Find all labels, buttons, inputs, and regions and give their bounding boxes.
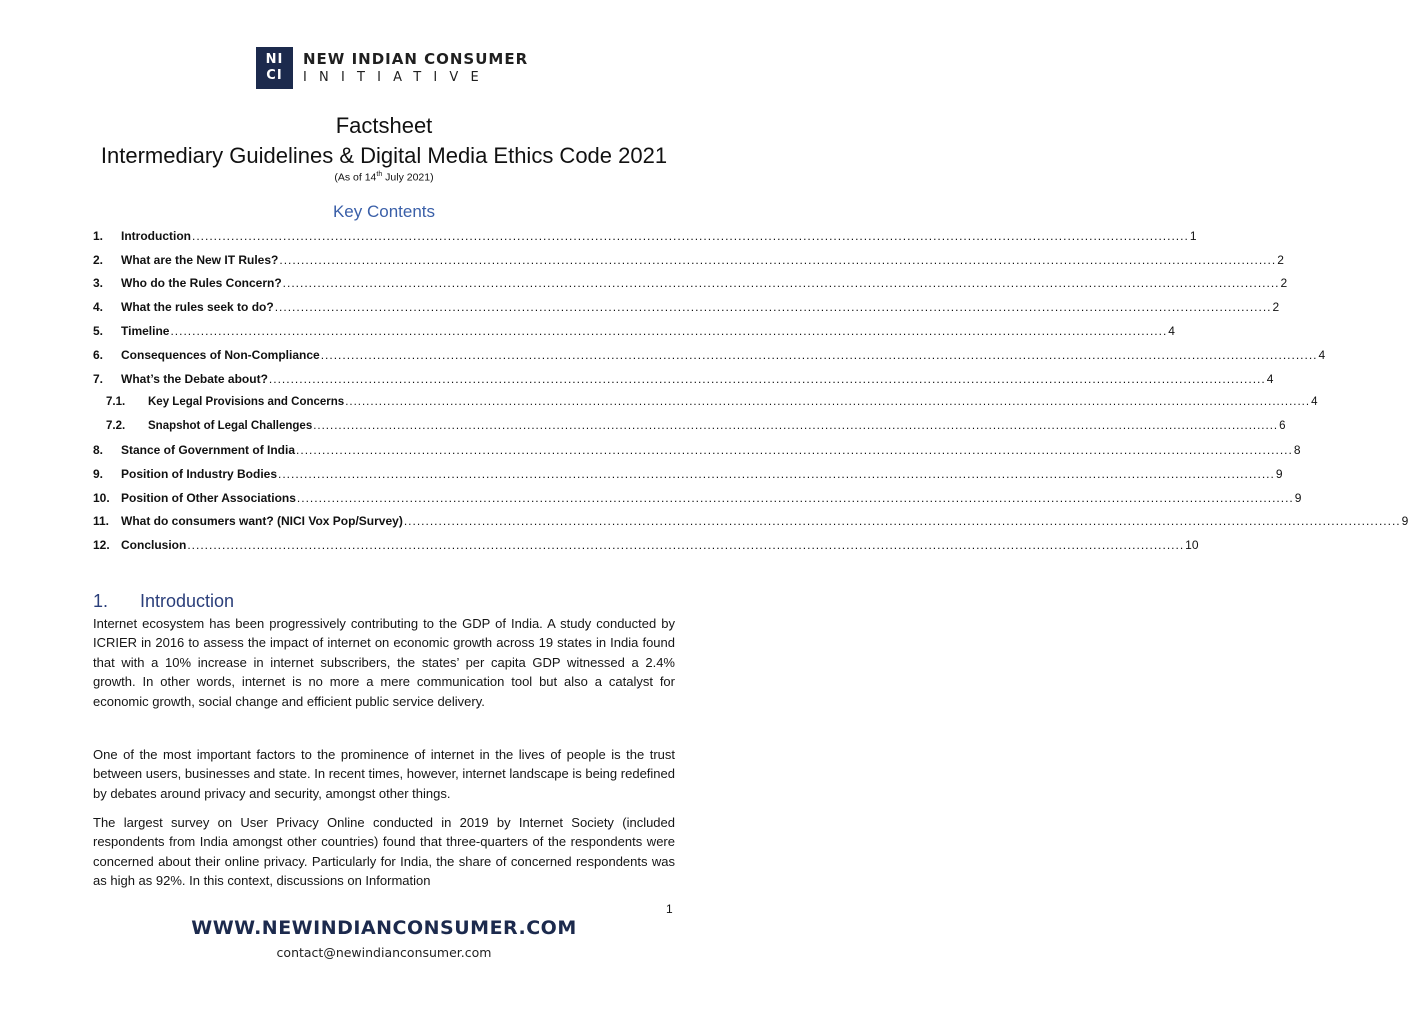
toc-leader: ...................................................................................................................................................................................................................................... [268, 371, 1266, 386]
toc-leader: ...................................................................................................................................................................................................................................... [296, 490, 1294, 505]
logo-mark [256, 47, 293, 89]
as-of-date [0, 171, 768, 184]
toc-item[interactable] [93, 367, 1274, 391]
toc-item-label: Position of Other Associations [121, 490, 296, 505]
toc-item[interactable] [93, 486, 1302, 510]
document-title: Factsheet [335, 113, 433, 138]
toc-item-label: Snapshot of Legal Challenges [148, 420, 313, 433]
toc-item-page: 6 [1279, 420, 1286, 433]
toc-item-number: 5. [93, 324, 104, 339]
page-number: 1 [666, 902, 673, 916]
toc-leader: ...................................................................................................................................................................................................................................... [282, 276, 1280, 291]
toc-item-number: 7. [93, 371, 104, 386]
toc-item-page: 10 [1185, 538, 1199, 553]
toc-item-label: Stance of Government of India [121, 443, 296, 458]
toc-leader: ...................................................................................................................................................................................................................................... [313, 420, 1279, 433]
toc-item-number: 2. [93, 252, 104, 267]
toc-item[interactable] [93, 272, 1288, 296]
toc-item-page: 2 [1277, 252, 1284, 267]
toc-item[interactable] [93, 414, 1286, 438]
toc-item-page: 1 [1189, 228, 1197, 243]
toc-leader: ...................................................................................................................................................................................................................................... [274, 300, 1272, 315]
toc-heading: Key Contents [332, 202, 436, 221]
toc-item[interactable] [93, 462, 1283, 486]
toc-item-label: What do consumers want? (NICI Vox Pop/Survey) [121, 514, 403, 529]
toc-item-page: 2 [1280, 276, 1288, 291]
footer-website-link[interactable]: WWW.NEWINDIANCONSUMER.COM [191, 917, 577, 939]
toc-item-number: 4. [93, 300, 104, 315]
toc-item-label: Key Legal Provisions and Concerns [148, 396, 345, 409]
toc-item-page: 4 [1266, 371, 1274, 386]
as-of-sup: th [376, 171, 383, 178]
toc-item[interactable] [93, 295, 1280, 319]
toc-item-number: 7.1. [106, 396, 126, 409]
toc-leader: ...................................................................................................................................................................................................................................... [320, 347, 1318, 362]
table-of-contents [93, 224, 1408, 557]
toc-item[interactable] [93, 319, 1175, 343]
toc-item-number: 10. [93, 490, 110, 505]
toc-leader: ...................................................................................................................................................................................................................................... [403, 514, 1401, 529]
toc-item-page: 9 [1275, 466, 1283, 481]
toc-item-label: What are the New IT Rules? [121, 252, 279, 267]
toc-item-label: Consequences of Non-Compliance [121, 347, 320, 362]
toc-item-label: Position of Industry Bodies [121, 466, 278, 481]
paragraph: The largest survey on User Privacy Online conducted in 2019 by Internet Society (included respondents from India amongst other countries) found that three-quarters of the respondents were concerned about their online privacy. Particularly for India, the share of concerned respondents was as high as 92%. In this context, discussions on Information [93, 815, 675, 889]
toc-item-number: 3. [93, 276, 104, 291]
toc-item[interactable] [93, 248, 1284, 272]
toc-leader: ...................................................................................................................................................................................................................................... [279, 252, 1277, 267]
toc-item-label: Who do the Rules Concern? [121, 276, 282, 291]
toc-item[interactable] [93, 224, 1197, 248]
section-title: Introduction [140, 591, 235, 611]
toc-item-label: Introduction [121, 228, 191, 243]
toc-item-page: 9 [1294, 490, 1302, 505]
section-heading-introduction [93, 591, 234, 612]
toc-item-page: 4 [1168, 324, 1175, 339]
toc-item-number: 7.2. [106, 420, 126, 433]
toc-item-label: What’s the Debate about? [121, 371, 268, 386]
toc-leader: ...................................................................................................................................................................................................................................... [345, 396, 1311, 409]
toc-leader: ...................................................................................................................................................................................................................................... [170, 324, 1168, 339]
toc-item[interactable] [93, 533, 1199, 557]
logo-subtitle: INITIATIVE [303, 70, 491, 85]
toc-item-page: 4 [1318, 347, 1326, 362]
toc-item-number: 6. [93, 347, 104, 362]
logo-name: NEW INDIAN CONSUMER [303, 50, 529, 68]
toc-item-page: 8 [1293, 443, 1301, 458]
toc-item-page: 9 [1401, 514, 1408, 529]
toc-item-label: Timeline [121, 324, 170, 339]
logo-mark-line1: NI [265, 52, 284, 67]
toc-item-page: 4 [1311, 396, 1318, 409]
toc-item[interactable] [93, 343, 1326, 367]
logo-mark-line2: CI [266, 68, 283, 83]
footer-email-link[interactable]: contact@newindianconsumer.com [276, 945, 492, 960]
paragraph: One of the most important factors to the prominence of internet in the lives of people is the trust between users, businesses and state. In recent times, however, internet landscape is being redefined by debates around privacy and security, amongst other things. [93, 747, 675, 801]
nici-logo [256, 47, 529, 89]
paragraph: Internet ecosystem has been progressively contributing to the GDP of India. A study conducted by ICRIER in 2016 to assess the impact of internet on economic growth across 19 states in India found that with a 10% increase in internet subscribers, the states’ per capita GDP witnessed a 2.4% growth. In other words, internet is no more a mere communication tool but also a catalyst for economic growth, social change and efficient public service delivery. [93, 616, 675, 709]
toc-item[interactable] [93, 391, 1318, 415]
toc-item-label: Conclusion [121, 538, 187, 553]
toc-item-number: 11. [93, 514, 110, 529]
toc-leader: ...................................................................................................................................................................................................................................... [278, 466, 1275, 481]
toc-item-page: 2 [1272, 300, 1280, 315]
toc-item[interactable] [93, 510, 1408, 534]
document-subtitle: Intermediary Guidelines & Digital Media Ethics Code 2021 [100, 143, 668, 168]
toc-item-number: 12. [93, 538, 110, 553]
toc-leader: ...................................................................................................................................................................................................................................... [296, 443, 1293, 458]
as-of-suffix: July 2021) [382, 171, 434, 184]
toc-item-number: 1. [93, 228, 104, 243]
toc-item-label: What the rules seek to do? [121, 300, 274, 315]
as-of-prefix: (As of 14 [334, 171, 377, 184]
section-number: 1. [93, 591, 109, 611]
toc-leader: ...................................................................................................................................................................................................................................... [187, 538, 1185, 553]
toc-item-number: 9. [93, 466, 104, 481]
toc-leader: ...................................................................................................................................................................................................................................... [191, 228, 1189, 243]
toc-item-number: 8. [93, 443, 104, 458]
toc-item[interactable] [93, 438, 1301, 462]
